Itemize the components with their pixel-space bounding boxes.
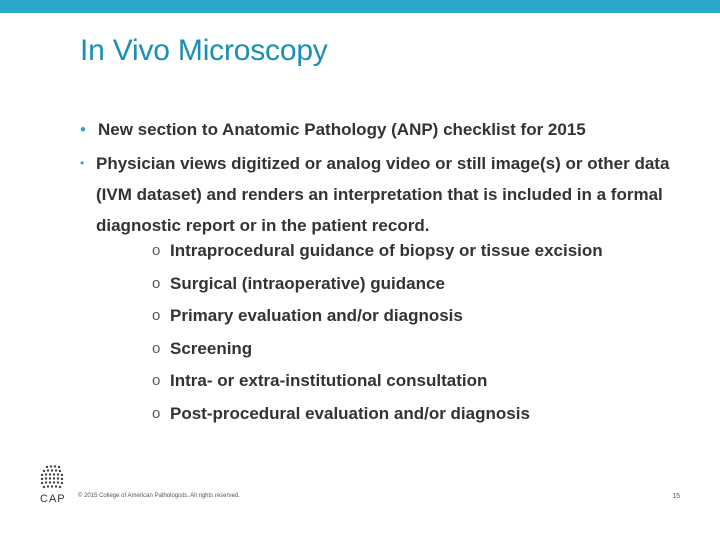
bullet-text: New section to Anatomic Pathology (ANP) checklist for 2015 — [98, 120, 586, 139]
sub-bullet-text: Intraprocedural guidance of biopsy or tissue excision — [170, 241, 603, 260]
bullet-marker: • — [80, 156, 85, 170]
slide-title: In Vivo Microscopy — [80, 34, 328, 67]
sub-bullet-item — [152, 269, 603, 302]
footer-copyright: © 2015 College of American Pathologists. All rights reserved. — [78, 493, 240, 499]
sub-bullet-marker: o — [152, 372, 161, 389]
sub-bullet-text: Surgical (intraoperative) guidance — [170, 273, 445, 293]
top-accent-bar — [0, 0, 720, 13]
sub-bullet-marker: o — [152, 242, 161, 259]
sub-bullet-marker: o — [152, 307, 161, 324]
bullet-item — [80, 148, 690, 241]
sub-bullet-item — [152, 334, 603, 367]
sub-bullet-text: Post-procedural evaluation and/or diagnosis — [170, 403, 530, 423]
page-number: 15 — [672, 493, 680, 500]
sub-bullet-list — [152, 236, 603, 431]
sub-bullet-text: Screening — [170, 338, 253, 358]
sub-bullet-item — [152, 301, 603, 334]
sub-bullet-marker: o — [152, 274, 161, 292]
sub-bullet-item — [152, 236, 603, 269]
sub-bullet-item — [152, 366, 603, 399]
sub-bullet-marker: o — [152, 404, 161, 422]
sub-bullet-marker: o — [152, 339, 161, 357]
bullet-item — [80, 114, 700, 145]
sub-bullet-item — [152, 399, 603, 432]
bullet-marker: • — [80, 120, 86, 139]
sub-bullet-text: Intra- or extra-institutional consultation — [170, 371, 488, 390]
sub-bullet-text: Primary evaluation and/or diagnosis — [170, 306, 463, 325]
bullet-text: Physician views digitized or analog video or still image(s) or other data (IVM dataset) and renders an interpretation that is included in a formal diagnostic report or in the patient record. — [96, 154, 670, 235]
logo-text: CAP — [40, 493, 66, 505]
